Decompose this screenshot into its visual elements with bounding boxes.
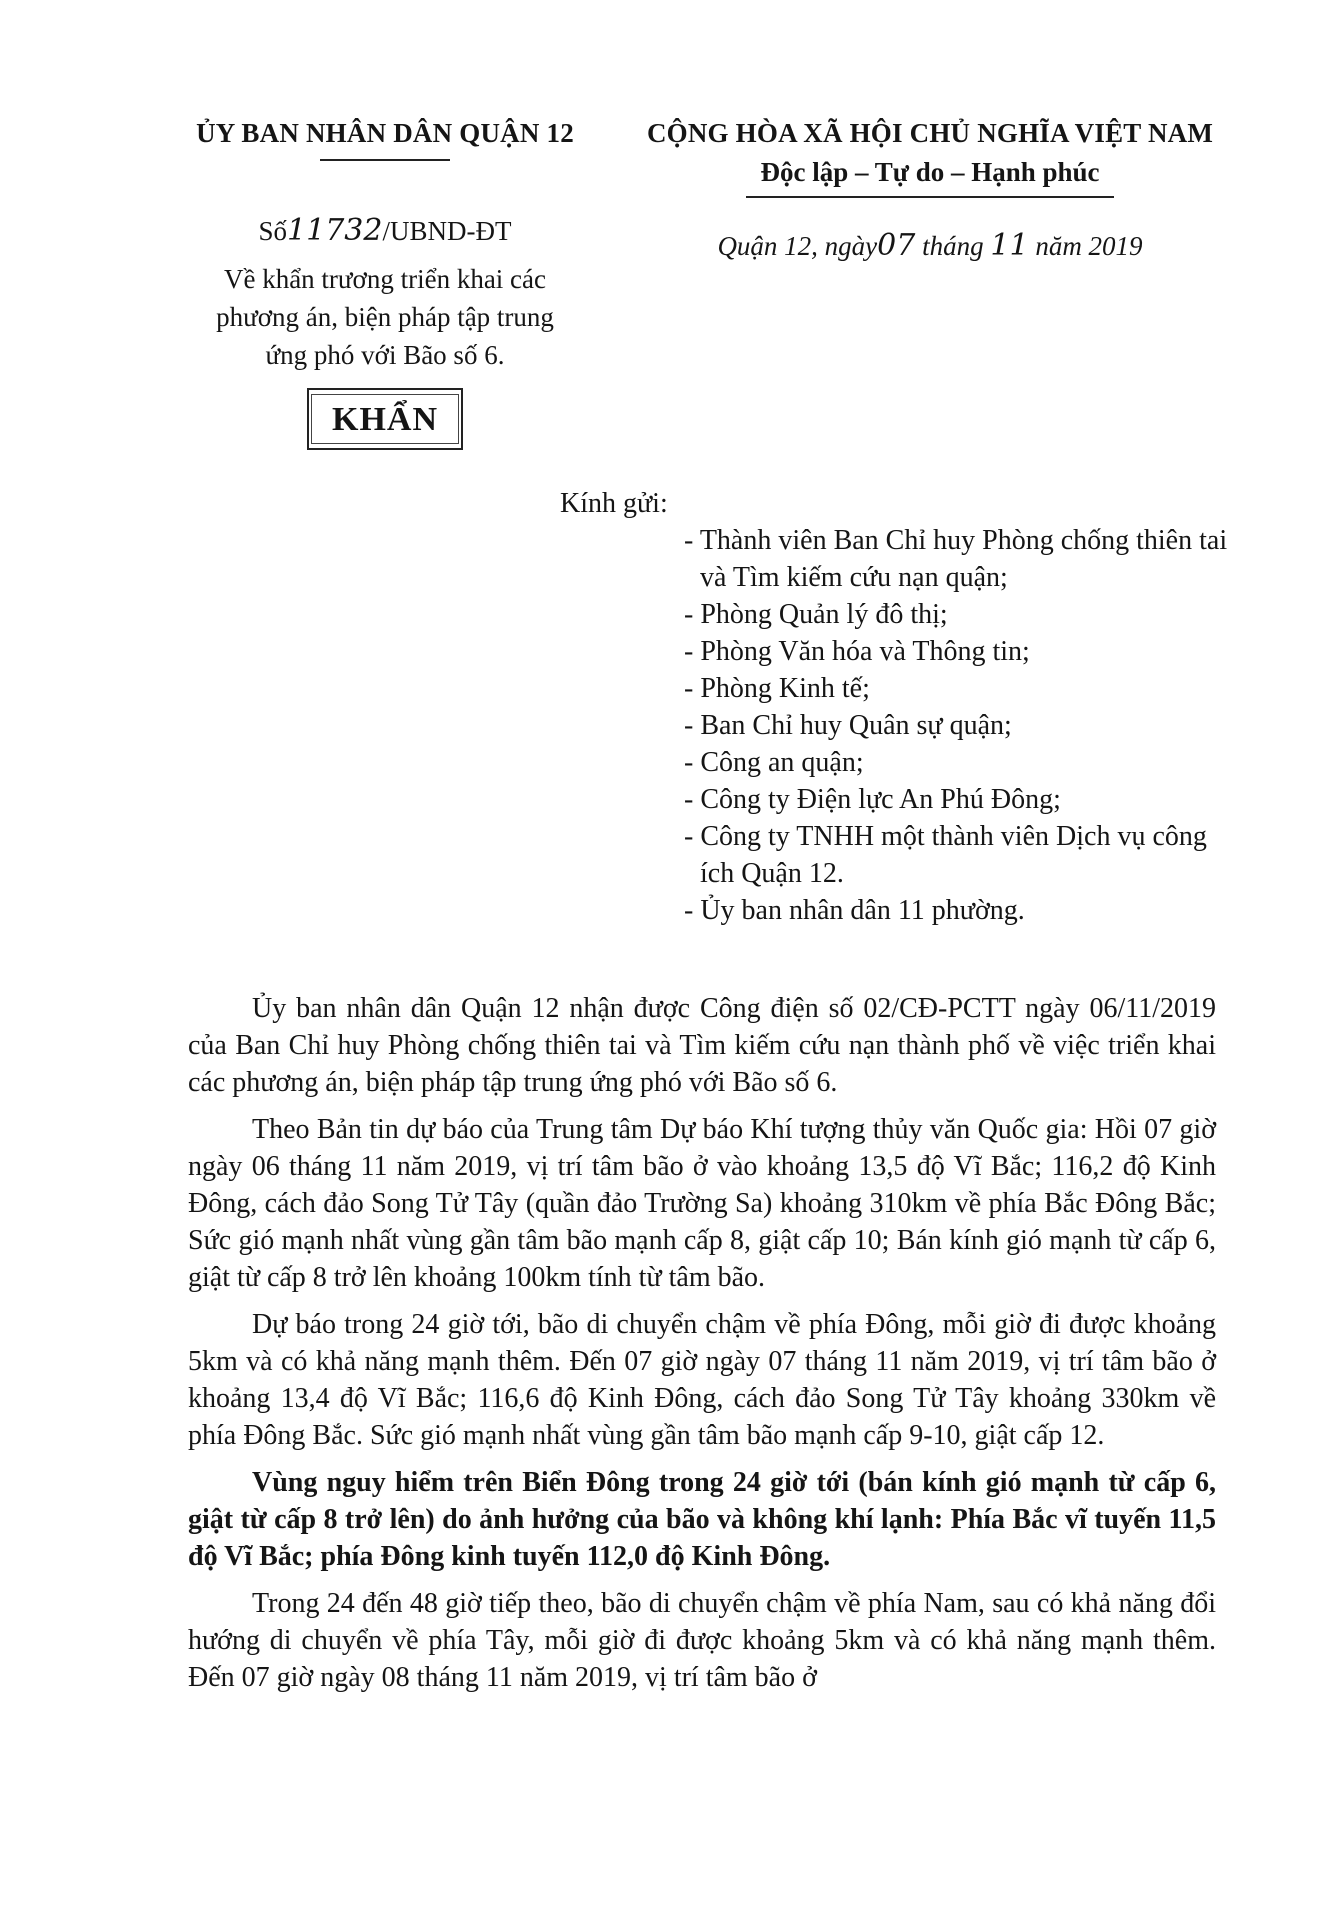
document-subject: [160, 260, 610, 374]
doc-no-suffix: /UBND-ĐT: [382, 216, 512, 246]
nation-name: CỘNG HÒA XÃ HỘI CHỦ NGHĨA VIỆT NAM: [646, 118, 1214, 148]
date-year: năm 2019: [1028, 231, 1143, 261]
recipient-item: - Thành viên Ban Chỉ huy Phòng chống thiên tai và Tìm kiếm cứu nạn quận;: [684, 522, 1240, 596]
national-motto: Độc lập – Tự do – Hạnh phúc: [760, 157, 1100, 187]
date-day-handwritten: 07: [877, 228, 916, 263]
greeting: Kính gửi:: [560, 488, 668, 519]
recipient-item: - Công an quận;: [684, 744, 1240, 781]
date-prefix: Quận 12, ngày: [717, 231, 878, 261]
body-paragraph: Trong 24 đến 48 giờ tiếp theo, bão di chuyển chậm về phía Nam, sau có khả năng đổi hướng di chuyển về phía Tây, mỗi giờ đi được khoảng 5km và có khả năng mạnh thêm. Đến 07 giờ ngày 08 tháng 11 năm 2019, vị trí tâm bão ở: [188, 1588, 1216, 1693]
recipient-item: - Ủy ban nhân dân 11 phường.: [684, 892, 1240, 929]
subject-line: Về khẩn trương triển khai các: [223, 264, 547, 294]
subject-line: phương án, biện pháp tập trung: [216, 302, 554, 332]
document-number: [160, 213, 610, 248]
issuing-agency: ỦY BAN NHÂN DÂN QUẬN 12: [196, 118, 574, 148]
urgency-label: KHẨN: [311, 394, 459, 444]
doc-no-prefix: Số: [258, 216, 288, 246]
subject-line: ứng phó với Bão số 6.: [265, 340, 505, 370]
recipient-item: - Phòng Văn hóa và Thông tin;: [684, 633, 1240, 670]
body-paragraph: Dự báo trong 24 giờ tới, bão di chuyển chậm về phía Đông, mỗi giờ đi được khoảng 5km và có khả năng mạnh thêm. Đến 07 giờ ngày 07 tháng 11 năm 2019, vị trí tâm bão ở khoảng 13,4 độ Vĩ Bắc; 116,6 độ Kinh Đông, cách đảo Song Tử Tây khoảng 330km về phía Đông Bắc. Sức gió mạnh nhất vùng gần tâm bão mạnh cấp 9-10, giật cấp 12.: [188, 1309, 1216, 1451]
urgency-stamp: [307, 388, 463, 450]
agency-underline: [320, 159, 450, 161]
motto-underline: [746, 196, 1114, 198]
document-body: [188, 990, 1216, 1706]
recipient-item: - Công ty TNHH một thành viên Dịch vụ công ích Quận 12.: [684, 818, 1240, 892]
danger-zone-paragraph: Vùng nguy hiểm trên Biển Đông trong 24 giờ tới (bán kính gió mạnh từ cấp 6, giật từ cấp 8 trở lên) do ảnh hưởng của bão và không khí lạnh: Phía Bắc vĩ tuyến 11,5 độ Vĩ Bắc; phía Đông kinh tuyến 112,0 độ Kinh Đông.: [188, 1467, 1216, 1572]
recipient-item: - Công ty Điện lực An Phú Đông;: [684, 781, 1240, 818]
date-month-label: tháng: [915, 231, 991, 261]
date-month-handwritten: 11: [990, 228, 1029, 263]
issuer-block: [160, 118, 610, 450]
national-header: [640, 118, 1220, 263]
recipient-item: - Phòng Quản lý đô thị;: [684, 596, 1240, 633]
body-paragraph: Ủy ban nhân dân Quận 12 nhận được Công điện số 02/CĐ-PCTT ngày 06/11/2019 của Ban Chỉ huy Phòng chống thiên tai và Tìm kiếm cứu nạn thành phố về việc triển khai các phương án, biện pháp tập trung ứng phó với Bão số 6.: [188, 993, 1216, 1098]
recipient-item: - Ban Chỉ huy Quân sự quận;: [684, 707, 1240, 744]
recipients-block: [560, 488, 1240, 929]
recipient-item: - Phòng Kinh tế;: [684, 670, 1240, 707]
document-date: [640, 228, 1220, 263]
recipient-list: [560, 522, 1240, 929]
doc-no-handwritten: 11732: [287, 213, 383, 248]
body-paragraph: Theo Bản tin dự báo của Trung tâm Dự báo Khí tượng thủy văn Quốc gia: Hồi 07 giờ ngày 06 tháng 11 năm 2019, vị trí tâm bão ở vào khoảng 13,5 độ Vĩ Bắc; 116,2 độ Kinh Đông, cách đảo Song Tử Tây (quần đảo Trường Sa) khoảng 310km về phía Bắc Đông Bắc; Sức gió mạnh nhất vùng gần tâm bão mạnh cấp 8, giật cấp 10; Bán kính gió mạnh từ cấp 6, giật từ cấp 8 trở lên khoảng 100km tính từ tâm bão.: [188, 1114, 1216, 1293]
